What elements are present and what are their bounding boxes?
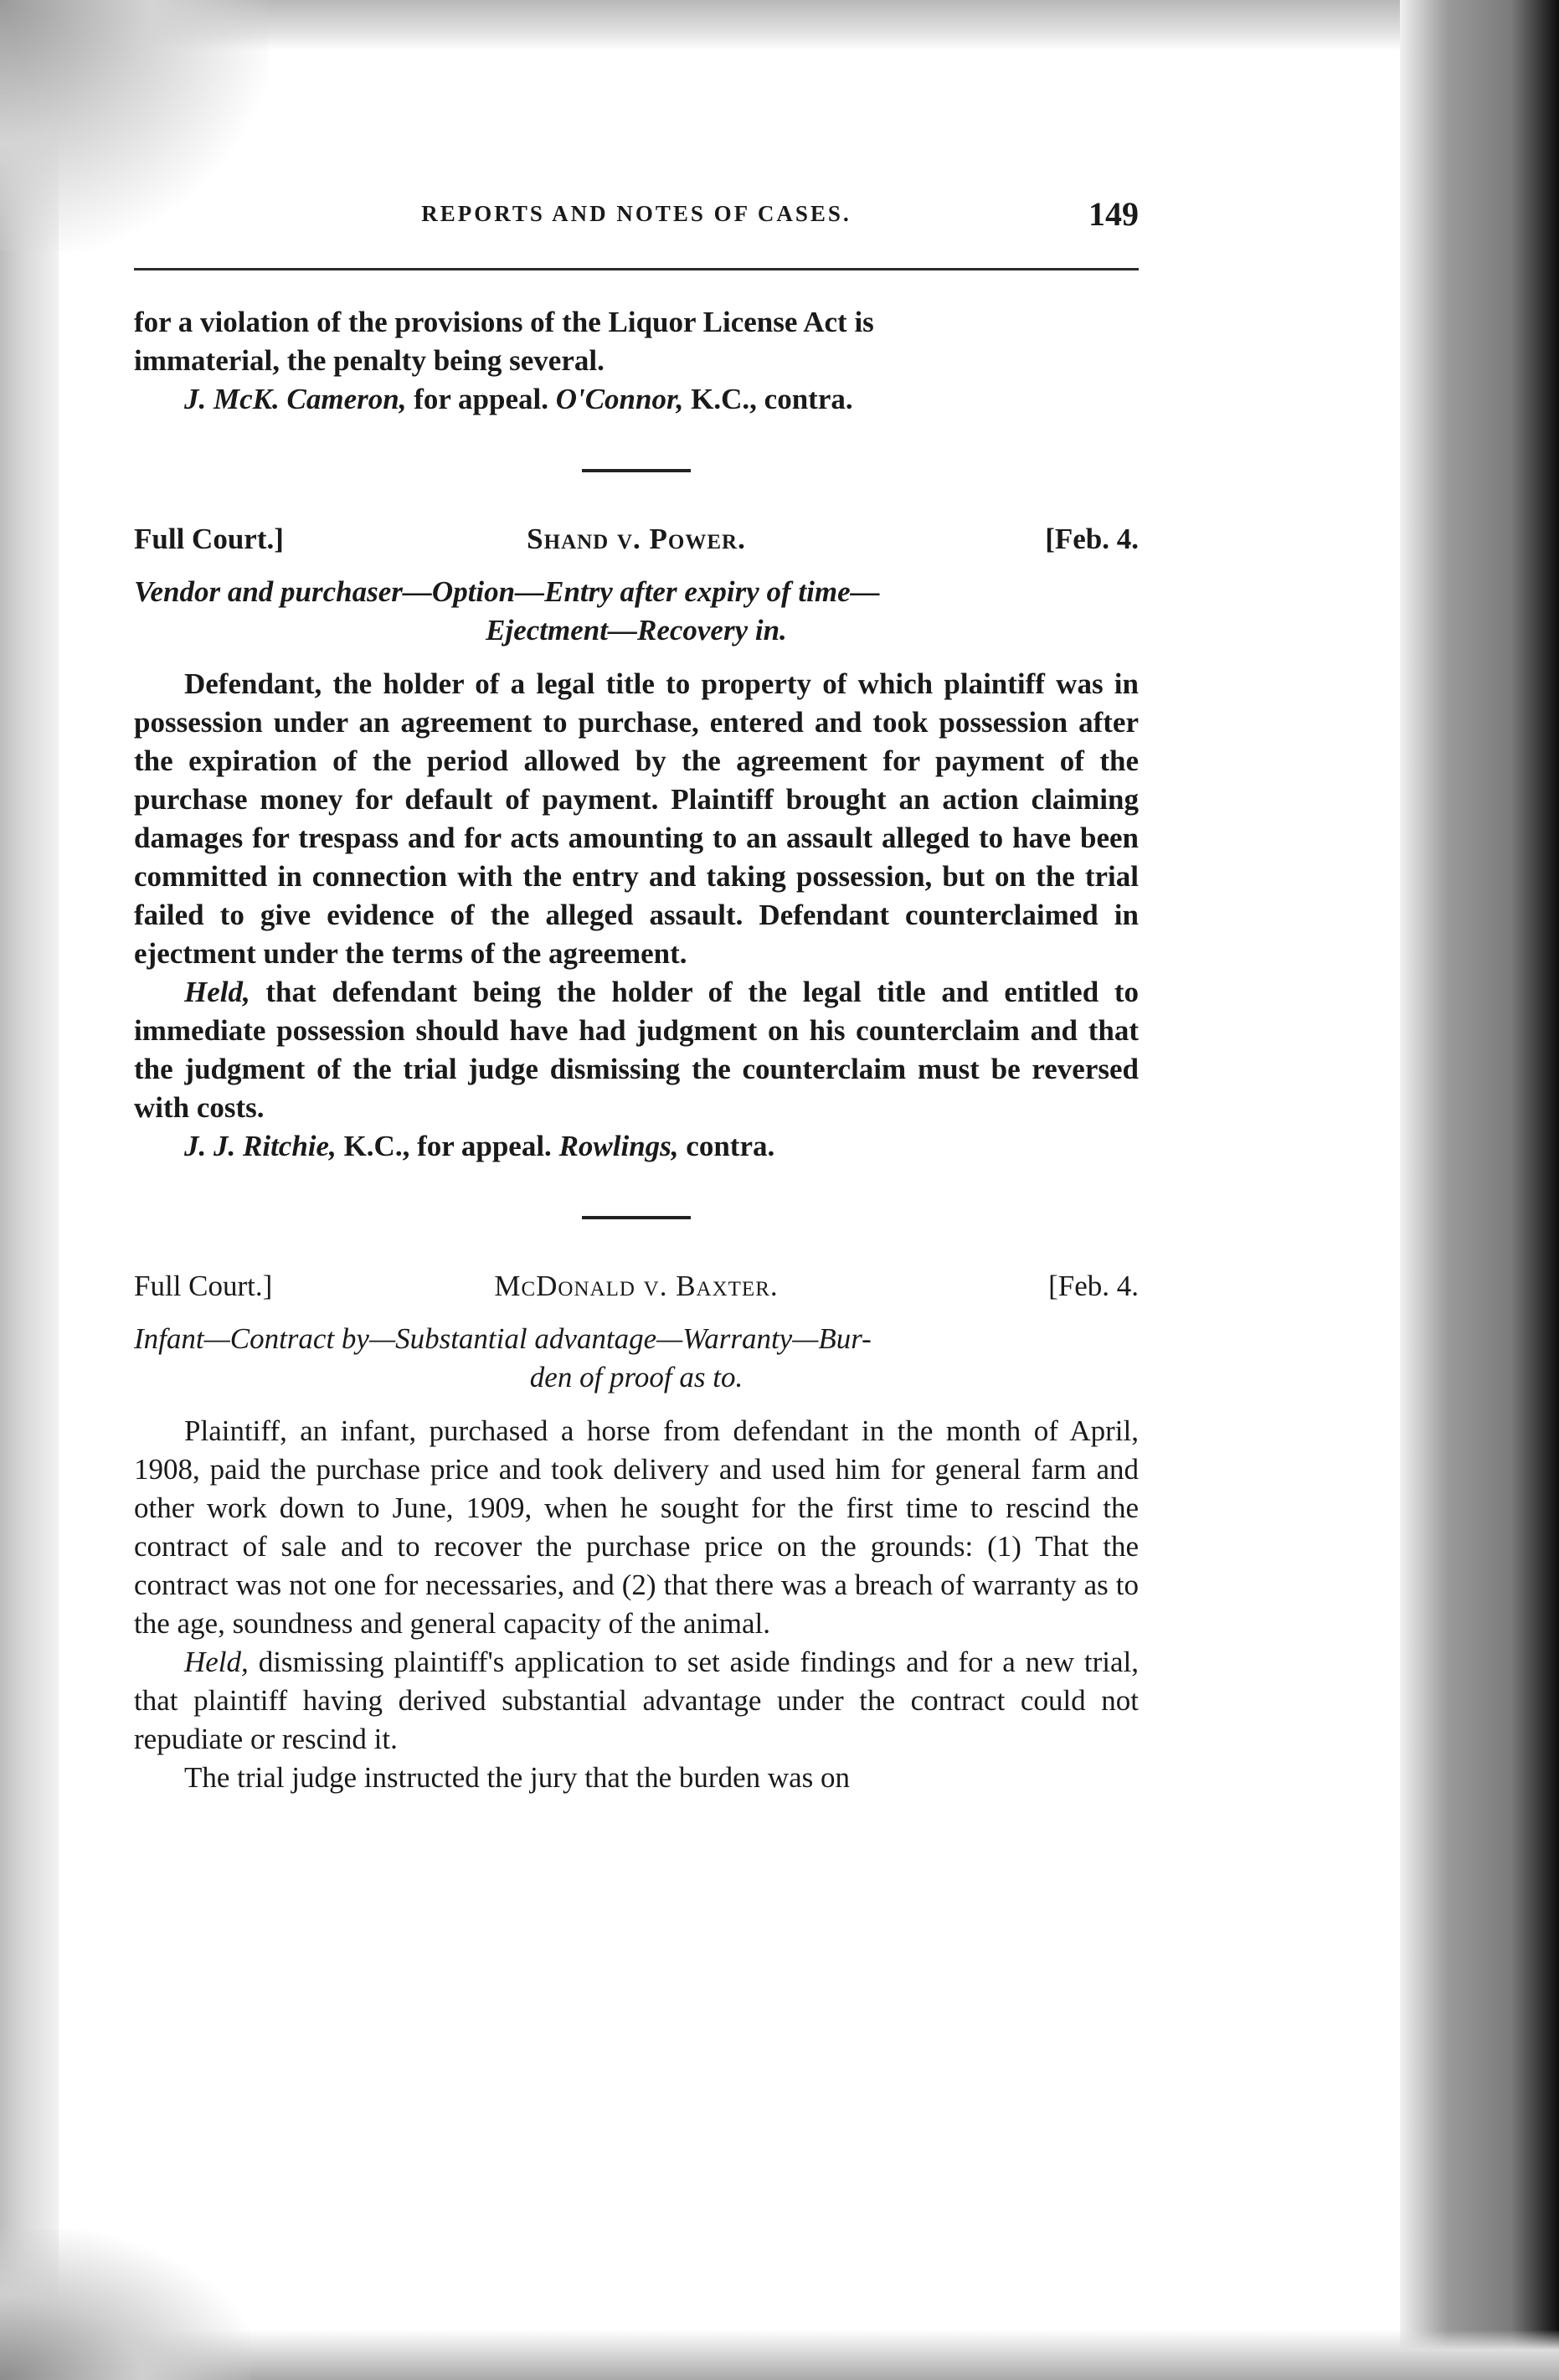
- scan-edge-right: [1400, 0, 1559, 2380]
- headnote-line-2: Ejectment—Recovery in.: [486, 614, 787, 647]
- counsel-appellant-role: for appeal.: [406, 383, 556, 415]
- held-label: Held,: [184, 976, 250, 1008]
- continuation-block: [134, 303, 1139, 419]
- page-number: 149: [1088, 195, 1139, 233]
- court-label: Full Court.]: [134, 523, 284, 555]
- held-text: that defendant being the holder of the legal title and entitled to immediate possession should have had judgment on his counterclaim and that the judgment of the trial judge dismissing the counterclaim must be reversed with costs.: [134, 976, 1139, 1124]
- case-held-paragraph: [134, 1643, 1139, 1759]
- case-shand-v-power: [134, 523, 1139, 1166]
- court-label: Full Court.]: [134, 1270, 273, 1302]
- counsel-appellant: J. McK. Cameron,: [184, 383, 407, 415]
- case-date: [Feb. 4.: [1048, 1270, 1139, 1302]
- case-parties: Shand v. Power.: [527, 523, 746, 555]
- continuation-line-2: immaterial, the penalty being several.: [134, 344, 605, 377]
- counsel-appellant: J. J. Ritchie,: [184, 1130, 337, 1162]
- continuation-line-1: for a violation of the provisions of the Liquor License Act is: [134, 306, 874, 338]
- case-separator: [582, 1216, 691, 1219]
- headnote-line-2: den of proof as to.: [529, 1361, 743, 1393]
- page-body: [134, 195, 1139, 1797]
- counsel-respondent-role: contra.: [678, 1130, 775, 1162]
- case-facts-paragraph: Defendant, the holder of a legal title to property of which plaintiff was in possession under an agreement to purchase, entered and took possession after the expiration of the period allowed by the agreement for payment of the purchase money for default of payment. Plaintiff brought an action claiming damages for trespass and for acts amounting to an assault alleged to have been committed in connection with the entry and taking possession, but on the trial failed to give evidence of the alleged assault. Defendant counterclaimed in ejectment under the terms of the agreement.: [134, 667, 1139, 970]
- scan-shadow-bottom-left: [0, 2229, 251, 2380]
- scan-edge-left: [0, 0, 59, 2380]
- held-text: dismissing plaintiff's application to set aside findings and for a new trial, that plaintiff having derived substantial advantage under the contract could not repudiate or rescind it.: [134, 1646, 1139, 1755]
- counsel-appellant-role: K.C., for appeal.: [336, 1130, 559, 1162]
- header-rule: [134, 268, 1139, 270]
- counsel-respondent: O'Connor,: [555, 383, 684, 415]
- running-head: [134, 195, 1139, 251]
- case-separator: [582, 469, 691, 472]
- case-heading: [134, 1270, 1139, 1311]
- case-parties: McDonald v. Baxter.: [494, 1270, 779, 1302]
- case-heading: [134, 523, 1139, 564]
- case-held-paragraph: [134, 973, 1139, 1127]
- case-facts-paragraph: Plaintiff, an infant, purchased a horse from defendant in the month of April, 1908, paid the purchase price and took delivery and used him for general farm and other work down to June, 1909, when he sought for the first time to rescind the contract of sale and to recover the purchase price on the grounds: (1) That the contract was not one for necessaries, and (2) that there was a breach of warranty as to the age, soundness and general capacity of the animal.: [134, 1414, 1139, 1640]
- case-mcdonald-v-baxter: [134, 1270, 1139, 1797]
- headnote-line-1: Vendor and purchaser—Option—Entry after expiry of time—: [134, 575, 880, 608]
- case-headnote: [134, 573, 1139, 650]
- case-date: [Feb. 4.: [1045, 523, 1139, 555]
- headnote-line-1: Infant—Contract by—Substantial advantage—Warranty—Bur-: [134, 1322, 872, 1355]
- held-label: Held,: [184, 1646, 249, 1678]
- case-closing-line: The trial judge instructed the jury that the burden was on: [184, 1761, 851, 1794]
- running-title: REPORTS AND NOTES OF CASES.: [421, 201, 852, 226]
- counsel-respondent-role: K.C., contra.: [683, 383, 853, 415]
- case-headnote: [134, 1320, 1139, 1397]
- case-counsel: [134, 1127, 1139, 1166]
- counsel-respondent: Rowlings,: [558, 1130, 679, 1162]
- continuation-counsel: [134, 380, 1139, 419]
